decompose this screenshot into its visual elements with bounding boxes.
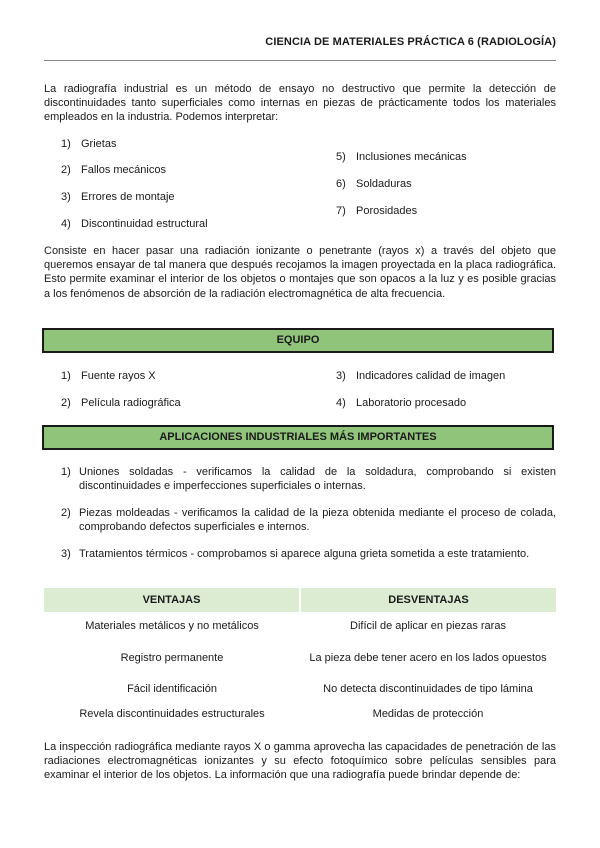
equipo-item-number: 3) xyxy=(336,370,346,382)
interpret-item-label: Discontinuidad estructural xyxy=(81,218,208,230)
equipo-section-title: EQUIPO xyxy=(42,328,554,353)
interpret-item-number: 6) xyxy=(336,178,346,190)
interpret-item-label: Errores de montaje xyxy=(81,191,175,203)
aplicacion-item xyxy=(61,547,556,561)
equipo-item-label: Indicadores calidad de imagen xyxy=(356,370,506,382)
interpret-item xyxy=(336,204,417,218)
table-row xyxy=(44,612,556,640)
interpret-item-label: Porosidades xyxy=(356,205,418,217)
intro-paragraph: La radiografía industrial es un método de ensayo no destructivo que permite la detección de discontinuidades tanto superficiales como internas en piezas de prácticamente todos los materiales empleados en la industria. Podemos interpretar: xyxy=(44,83,556,124)
table-row xyxy=(44,640,556,675)
equipo-item-number: 1) xyxy=(61,370,71,382)
interpret-item-label: Soldaduras xyxy=(356,178,412,190)
interpret-item-number: 3) xyxy=(61,191,71,203)
interpret-item-number: 7) xyxy=(336,205,346,217)
interpret-item-number: 4) xyxy=(61,218,71,230)
aplicaciones-section-title: APLICACIONES INDUSTRIALES MÁS IMPORTANTES xyxy=(42,425,554,450)
equipo-item-label: Fuente rayos X xyxy=(81,370,156,382)
ventajas-desventajas-table xyxy=(44,588,556,725)
aplicacion-item-number: 3) xyxy=(61,548,71,560)
interpret-item xyxy=(336,177,412,191)
aplicacion-item-text: Uniones soldadas - verificamos la calidad de la soldadura, comprobando si existen discontinuidades e imperfecciones superficiales o internas. xyxy=(79,466,556,493)
interpret-item xyxy=(336,150,467,164)
ventaja-cell: Fácil identificación xyxy=(127,683,217,695)
aplicacion-item-number: 2) xyxy=(61,507,71,519)
desventaja-cell: No detecta discontinuidades de tipo lámina xyxy=(323,683,533,695)
equipo-item-number: 2) xyxy=(61,397,71,409)
page-header-title: CIENCIA DE MATERIALES PRÁCTICA 6 (RADIOLOGÍA) xyxy=(265,36,556,48)
aplicacion-item-number: 1) xyxy=(61,466,71,478)
consists-paragraph: Consiste en hacer pasar una radiación ionizante o penetrante (rayos x) a través del objeto que queremos ensayar de tal manera que después recojamos la imagen proyectada en la placa radiográfica. Esto permite examinar el interior de los objetos o montajes que son opacos a la luz y es posible gracias a los fenómenos de absorción de la radiación electromagnética de alta frecuencia. xyxy=(44,245,556,300)
equipo-item xyxy=(61,396,181,410)
aplicacion-item-text: Piezas moldeadas - verificamos la calidad de la pieza obtenida mediante el proceso de colada, comprobando defectos superficiales e internos. xyxy=(79,507,556,534)
interpret-item-number: 1) xyxy=(61,138,71,150)
desventaja-cell: La pieza debe tener acero en los lados opuestos xyxy=(309,651,547,664)
ventajas-header: VENTAJAS xyxy=(44,588,300,612)
table-row xyxy=(44,703,556,725)
interpret-item-number: 5) xyxy=(336,151,346,163)
interpret-item xyxy=(61,137,116,151)
header-divider xyxy=(44,60,556,61)
equipo-item-label: Película radiográfica xyxy=(81,397,181,409)
ventaja-cell: Registro permanente xyxy=(120,651,224,664)
interpret-item-number: 2) xyxy=(61,164,71,176)
equipo-item xyxy=(336,396,466,410)
closing-paragraph: La inspección radiográfica mediante rayos X o gamma aprovecha las capacidades de penetración de las radiaciones electromagnéticas ionizantes y su efecto fotoquímico sobre películas sensibles para examinar el interior de los objetos. La información que una radiografía puede brindar depende de: xyxy=(44,741,556,782)
aplicacion-item xyxy=(61,465,556,493)
ventaja-cell: Materiales metálicos y no metálicos xyxy=(85,620,259,632)
equipo-item xyxy=(336,369,505,383)
aplicacion-item xyxy=(61,506,556,534)
desventajas-header: DESVENTAJAS xyxy=(300,588,556,612)
interpret-item xyxy=(61,190,175,204)
desventaja-cell: Medidas de protección xyxy=(372,708,484,720)
equipo-item-label: Laboratorio procesado xyxy=(356,397,467,409)
interpret-item-label: Inclusiones mecánicas xyxy=(356,151,467,163)
ventaja-cell: Revela discontinuidades estructurales xyxy=(79,708,265,720)
table-row xyxy=(44,675,556,703)
interpret-item-label: Fallos mecánicos xyxy=(81,164,166,176)
equipo-item-number: 4) xyxy=(336,397,346,409)
interpret-item-label: Grietas xyxy=(81,138,117,150)
desventaja-cell: Difícil de aplicar en piezas raras xyxy=(350,620,506,632)
interpret-item xyxy=(61,163,166,177)
equipo-item xyxy=(61,369,156,383)
interpret-item xyxy=(61,217,208,231)
aplicacion-item-text: Tratamientos térmicos - comprobamos si aparece alguna grieta sometida a este tratamiento. xyxy=(79,548,530,560)
